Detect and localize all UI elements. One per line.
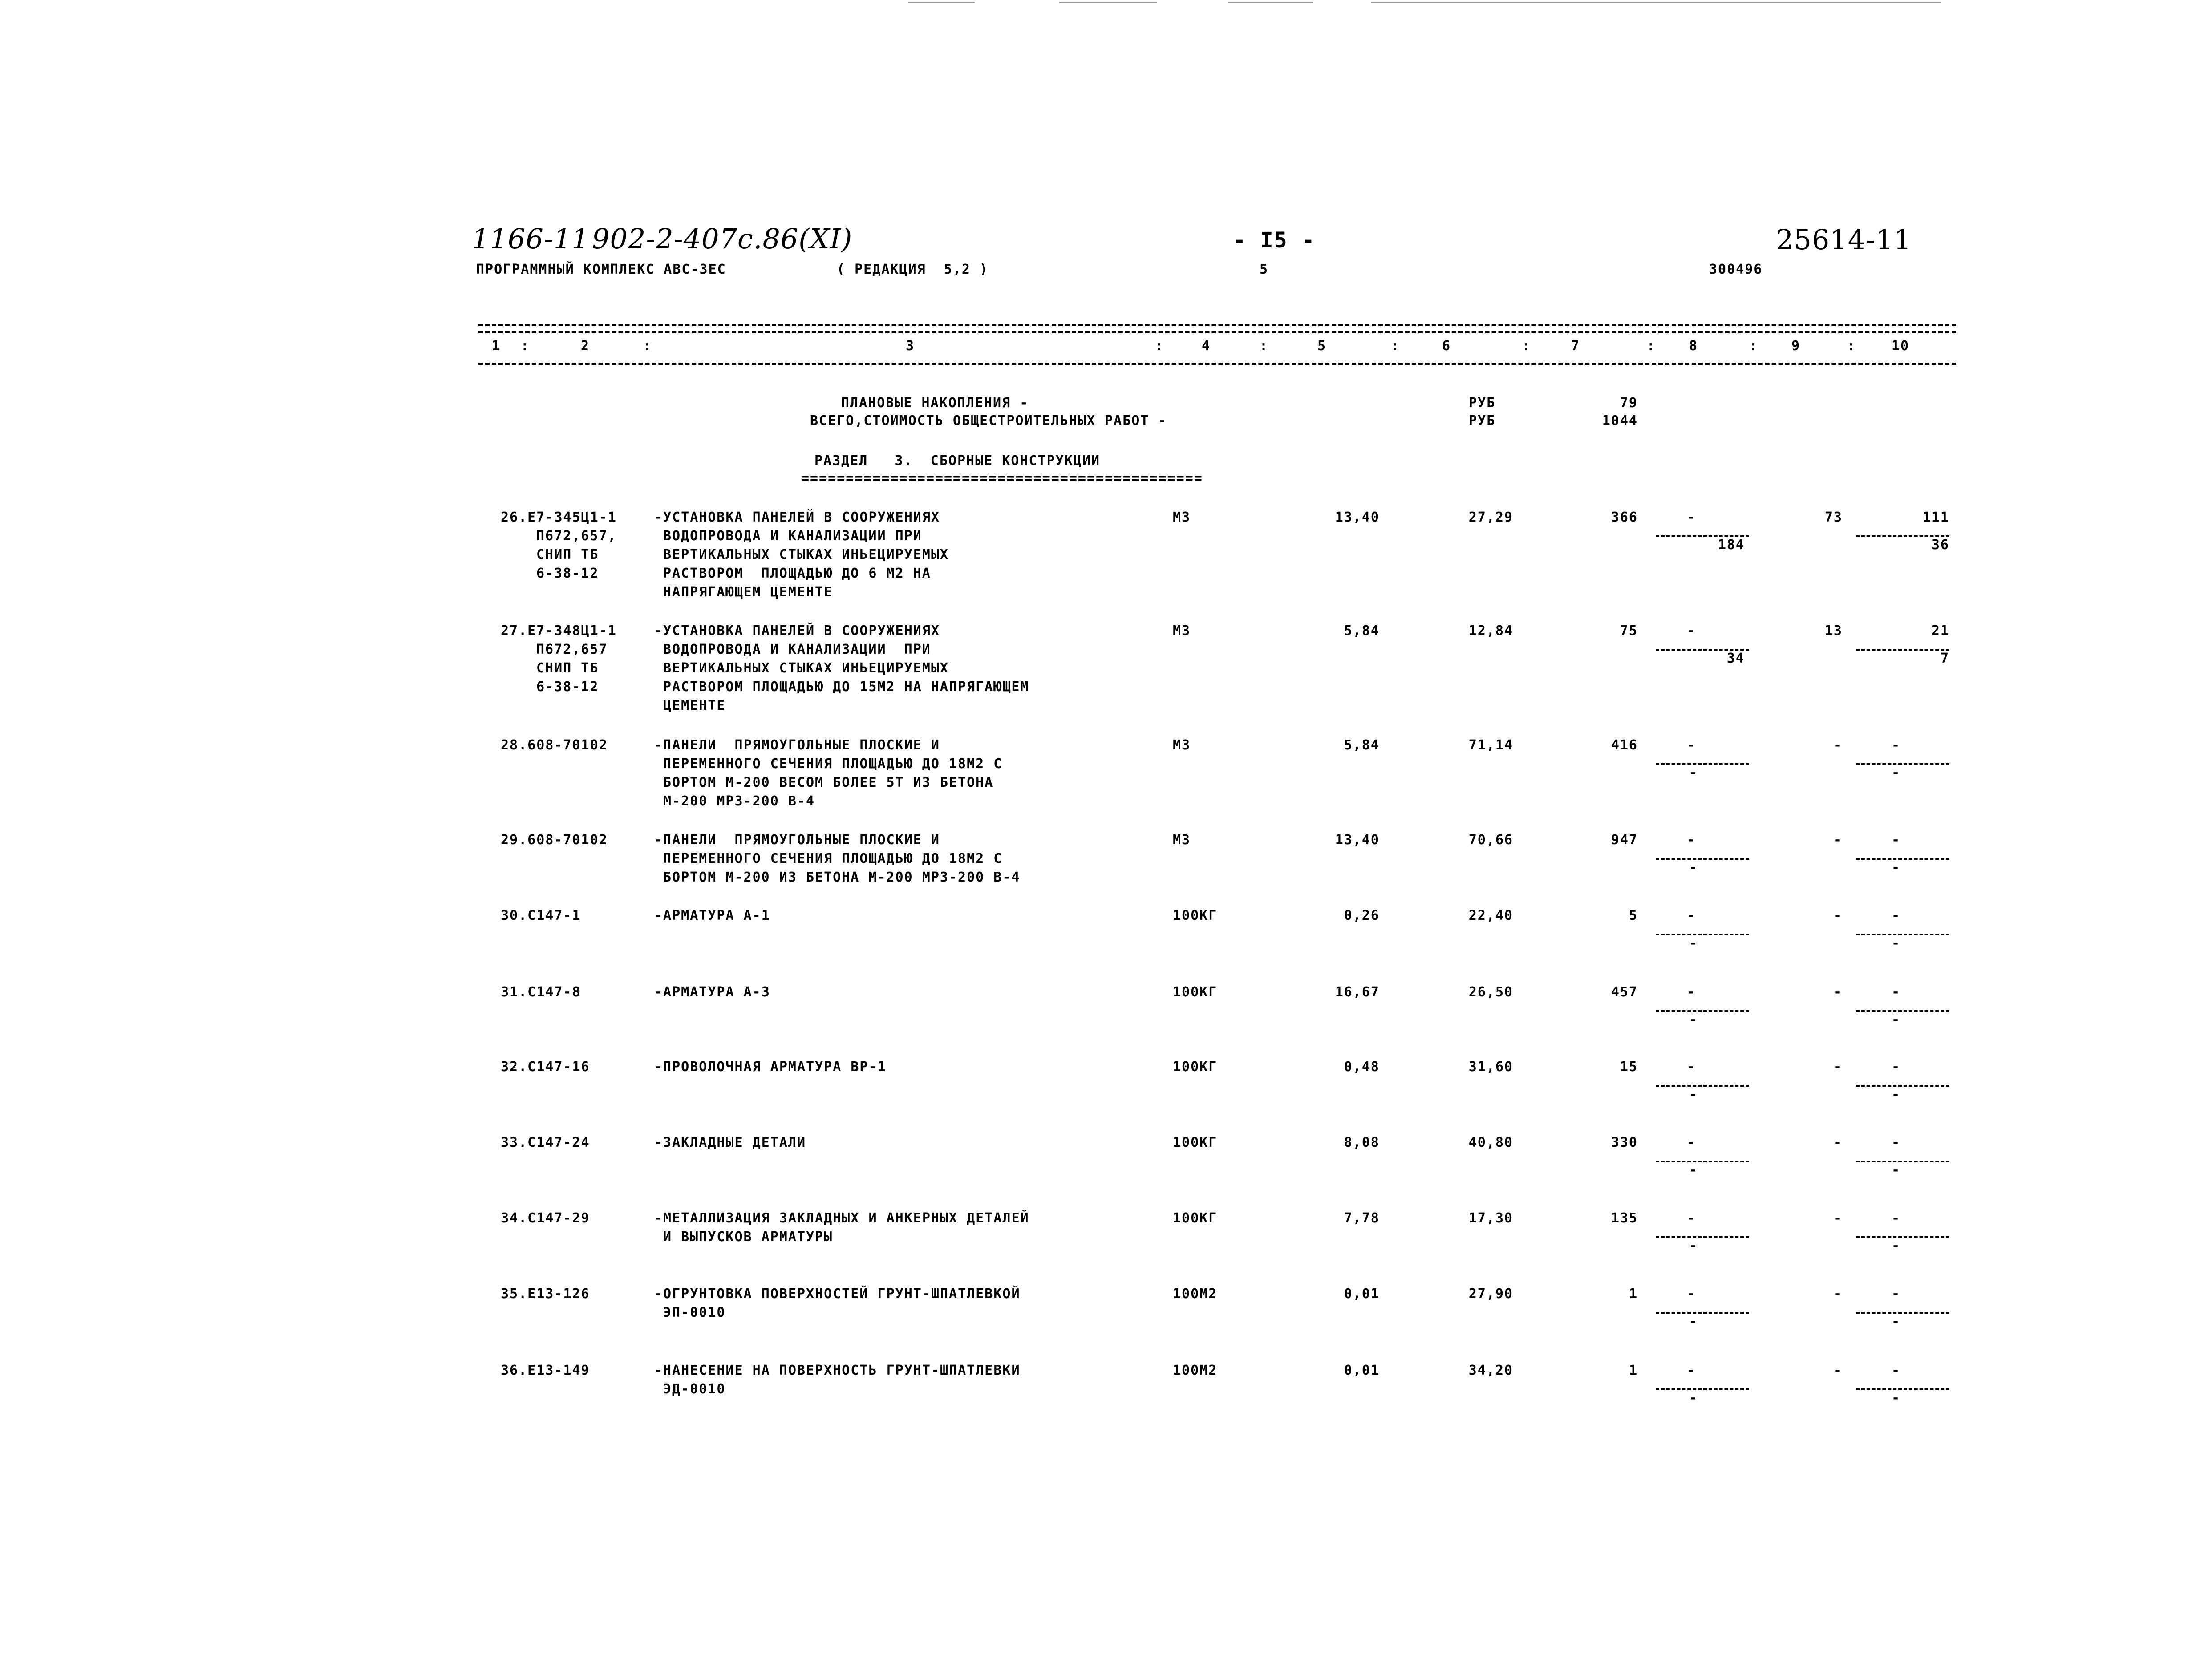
- row-col9: -: [1833, 1363, 1843, 1378]
- row-col8-top: -: [1687, 1286, 1696, 1302]
- row-code: 29.608-70102: [501, 832, 608, 848]
- row-col8-top: -: [1687, 1210, 1696, 1226]
- row-col8-top: -: [1687, 1059, 1696, 1075]
- row-unit: М3: [1173, 832, 1191, 848]
- row-unit: 100КГ: [1173, 1135, 1218, 1150]
- handwritten-sheet-number: 25614-11: [1776, 223, 1912, 256]
- handwritten-doc-number: 1166-11: [472, 223, 590, 255]
- row-col10-bottom: -: [1891, 1314, 1900, 1329]
- scan-mark: [908, 2, 975, 3]
- row-quantity: 0,01: [1344, 1286, 1380, 1302]
- row-code: 31.С147-8: [501, 984, 581, 1000]
- column-separator: :: [1647, 338, 1656, 354]
- row-col10-top: -: [1891, 1363, 1900, 1378]
- row-col10-bottom: -: [1891, 1238, 1900, 1254]
- row-col10-bottom: -: [1891, 1012, 1900, 1028]
- row-unit-price: 12,84: [1468, 623, 1513, 639]
- column-separator: :: [521, 338, 530, 354]
- column-number: 8: [1689, 338, 1698, 354]
- row-quantity: 13,40: [1335, 832, 1380, 848]
- row-col8-bottom: -: [1689, 1087, 1698, 1102]
- column-separator: :: [643, 338, 652, 354]
- page-number: - I5 -: [1233, 228, 1316, 253]
- row-total-cost: 1: [1629, 1363, 1638, 1378]
- row-quantity: 0,01: [1344, 1363, 1380, 1378]
- row-description: ВЕРТИКАЛЬНЫХ СТЫКАХ ИНЬЕЦИРУЕМЫХ: [663, 660, 949, 676]
- row-col8-bottom: -: [1689, 1012, 1698, 1028]
- row-description: М-200 МРЗ-200 В-4: [663, 793, 815, 809]
- row-col10-top: -: [1891, 1286, 1900, 1302]
- summary-unit: РУБ: [1469, 395, 1496, 411]
- row-col10-bottom: -: [1891, 1390, 1900, 1406]
- row-col10-top: -: [1891, 1059, 1900, 1075]
- row-quantity: 8,08: [1344, 1135, 1380, 1150]
- row-unit-price: 70,66: [1468, 832, 1513, 848]
- row-col8-bottom: -: [1689, 935, 1698, 951]
- row-col10-top: -: [1891, 984, 1900, 1000]
- row-col8-top: -: [1687, 1135, 1696, 1150]
- row-col10-bottom: 7: [1940, 651, 1949, 666]
- row-col10-bottom: -: [1891, 1087, 1900, 1102]
- row-col9: 73: [1824, 510, 1843, 525]
- row-code: 28.608-70102: [501, 737, 608, 753]
- row-col10-bottom: -: [1891, 935, 1900, 951]
- row-description: -ЗАКЛАДНЫЕ ДЕТАЛИ: [654, 1135, 806, 1150]
- row-col9: -: [1833, 1210, 1843, 1226]
- row-col10-top: 21: [1931, 623, 1949, 639]
- row-unit: М3: [1173, 510, 1191, 525]
- row-col8-top: -: [1687, 1363, 1696, 1378]
- row-unit: 100М2: [1173, 1286, 1218, 1302]
- row-unit-price: 27,90: [1468, 1286, 1513, 1302]
- column-separator: :: [1749, 338, 1758, 354]
- section-title: РАЗДЕЛ 3. СБОРНЫЕ КОНСТРУКЦИИ: [814, 453, 1100, 469]
- row-col8-top: -: [1687, 908, 1696, 923]
- row-total-cost: 5: [1629, 908, 1638, 923]
- scan-mark: [1059, 2, 1157, 3]
- row-col8-bottom: 34: [1726, 651, 1745, 666]
- column-separator: :: [1391, 338, 1400, 354]
- row-col9: -: [1833, 908, 1843, 923]
- row-quantity: 5,84: [1344, 623, 1380, 639]
- column-number: 10: [1892, 338, 1910, 354]
- row-code: 35.Е13-126: [501, 1286, 590, 1302]
- row-col9: -: [1833, 832, 1843, 848]
- row-reference: П672,657,: [536, 528, 617, 544]
- sub-number: 5: [1260, 262, 1269, 277]
- row-unit-price: 34,20: [1468, 1363, 1513, 1378]
- row-description: -ПАНЕЛИ ПРЯМОУГОЛЬНЫЕ ПЛОСКИЕ И: [654, 832, 940, 848]
- row-col10-bottom: 36: [1931, 537, 1949, 553]
- edition-label: ( РЕДАКЦИЯ 5,2 ): [837, 262, 989, 277]
- summary-label: ПЛАНОВЫЕ НАКОПЛЕНИЯ -: [841, 395, 1029, 411]
- column-number: 4: [1202, 338, 1211, 354]
- document-code: 300496: [1709, 262, 1763, 277]
- row-total-cost: 135: [1611, 1210, 1638, 1226]
- row-unit-price: 17,30: [1468, 1210, 1513, 1226]
- row-total-cost: 75: [1620, 623, 1638, 639]
- table-top-rule: [478, 324, 1956, 326]
- row-unit-price: 31,60: [1468, 1059, 1513, 1075]
- row-col9: 13: [1824, 623, 1843, 639]
- scan-mark: [1228, 2, 1313, 3]
- row-total-cost: 1: [1629, 1286, 1638, 1302]
- row-code: 26.Е7-345Ц1-1: [501, 510, 617, 525]
- row-col8-bottom: -: [1689, 765, 1698, 781]
- column-separator: :: [1260, 338, 1269, 354]
- column-number: 6: [1442, 338, 1451, 354]
- row-quantity: 5,84: [1344, 737, 1380, 753]
- row-description: И ВЫПУСКОВ АРМАТУРЫ: [663, 1229, 833, 1245]
- row-description: -ОГРУНТОВКА ПОВЕРХНОСТЕЙ ГРУНТ-ШПАТЛЕВКОЙ: [654, 1286, 1021, 1302]
- row-total-cost: 15: [1620, 1059, 1638, 1075]
- column-number: 1: [492, 338, 501, 354]
- row-description: ЦЕМЕНТЕ: [663, 698, 726, 713]
- column-separator: :: [1522, 338, 1531, 354]
- row-reference: СНИП ТБ: [536, 660, 599, 676]
- row-col8-bottom: -: [1689, 860, 1698, 875]
- row-description: ЭД-0010: [663, 1381, 726, 1397]
- handwritten-project-code: 902-2-407с.86(XI): [592, 223, 853, 255]
- row-col8-top: -: [1687, 832, 1696, 848]
- row-description: -ПАНЕЛИ ПРЯМОУГОЛЬНЫЕ ПЛОСКИЕ И: [654, 737, 940, 753]
- row-quantity: 0,48: [1344, 1059, 1380, 1075]
- column-separator: :: [1155, 338, 1164, 354]
- row-description: ПЕРЕМЕННОГО СЕЧЕНИЯ ПЛОЩАДЬЮ ДО 18М2 С: [663, 851, 1003, 866]
- row-description: РАСТВОРОМ ПЛОЩАДЬЮ ДО 6 М2 НА: [663, 566, 931, 581]
- row-total-cost: 457: [1611, 984, 1638, 1000]
- row-col10-top: -: [1891, 832, 1900, 848]
- row-unit: 100М2: [1173, 1363, 1218, 1378]
- row-code: 32.С147-16: [501, 1059, 590, 1075]
- row-col8-top: -: [1687, 623, 1696, 639]
- row-description: -УСТАНОВКА ПАНЕЛЕЙ В СООРУЖЕНИЯХ: [654, 510, 940, 525]
- row-description: ПЕРЕМЕННОГО СЕЧЕНИЯ ПЛОЩАДЬЮ ДО 18М2 С: [663, 756, 1003, 772]
- row-unit-price: 71,14: [1468, 737, 1513, 753]
- row-col10-top: -: [1891, 908, 1900, 923]
- summary-unit: РУБ: [1469, 413, 1496, 429]
- row-col10-top: 111: [1922, 510, 1949, 525]
- row-col10-top: -: [1891, 737, 1900, 753]
- row-unit: 100КГ: [1173, 908, 1218, 923]
- row-col8-bottom: -: [1689, 1314, 1698, 1329]
- row-total-cost: 416: [1611, 737, 1638, 753]
- row-col10-top: -: [1891, 1135, 1900, 1150]
- row-code: 27.Е7-348Ц1-1: [501, 623, 617, 639]
- row-description: -ПРОВОЛОЧНАЯ АРМАТУРА ВР-1: [654, 1059, 887, 1075]
- column-number: 5: [1317, 338, 1327, 354]
- row-col10-bottom: -: [1891, 765, 1900, 781]
- row-col10-top: -: [1891, 1210, 1900, 1226]
- row-description: ВОДОПРОВОДА И КАНАЛИЗАЦИИ ПРИ: [663, 528, 922, 544]
- row-description: ВОДОПРОВОДА И КАНАЛИЗАЦИИ ПРИ: [663, 642, 931, 657]
- row-description: -АРМАТУРА А-3: [654, 984, 770, 1000]
- row-description: ВЕРТИКАЛЬНЫХ СТЫКАХ ИНЬЕЦИРУЕМЫХ: [663, 547, 949, 562]
- program-title: ПРОГРАММНЫЙ КОМПЛЕКС АВС-ЗЕС: [476, 262, 726, 277]
- row-quantity: 16,67: [1335, 984, 1380, 1000]
- row-reference: 6-38-12: [536, 679, 599, 695]
- row-description: -АРМАТУРА А-1: [654, 908, 770, 923]
- row-unit: 100КГ: [1173, 1210, 1218, 1226]
- column-number: 3: [906, 338, 915, 354]
- row-code: 30.С147-1: [501, 908, 581, 923]
- row-description: ЭП-0010: [663, 1305, 726, 1320]
- row-code: 34.С147-29: [501, 1210, 590, 1226]
- summary-value: 1044: [1602, 413, 1638, 429]
- row-description: БОРТОМ М-200 ВЕСОМ БОЛЕЕ 5Т ИЗ БЕТОНА: [663, 775, 994, 790]
- row-col8-top: -: [1687, 510, 1696, 525]
- column-number: 9: [1791, 338, 1801, 354]
- row-col9: -: [1833, 1286, 1843, 1302]
- summary-label: ВСЕГО,СТОИМОСТЬ ОБЩЕСТРОИТЕЛЬНЫХ РАБОТ -: [810, 413, 1167, 429]
- row-quantity: 0,26: [1344, 908, 1380, 923]
- column-separator: :: [1847, 338, 1856, 354]
- row-total-cost: 330: [1611, 1135, 1638, 1150]
- row-description: -МЕТАЛЛИЗАЦИЯ ЗАКЛАДНЫХ И АНКЕРНЫХ ДЕТАЛЕЙ: [654, 1210, 1029, 1226]
- row-unit-price: 26,50: [1468, 984, 1513, 1000]
- row-col10-bottom: -: [1891, 1162, 1900, 1178]
- row-unit-price: 27,29: [1468, 510, 1513, 525]
- row-col9: -: [1833, 1059, 1843, 1075]
- row-unit: 100КГ: [1173, 1059, 1218, 1075]
- row-col8-top: -: [1687, 984, 1696, 1000]
- column-number: 2: [581, 338, 590, 354]
- row-quantity: 13,40: [1335, 510, 1380, 525]
- row-unit: М3: [1173, 737, 1191, 753]
- row-col8-bottom: -: [1689, 1162, 1698, 1178]
- row-description: БОРТОМ М-200 ИЗ БЕТОНА М-200 МРЗ-200 В-4: [663, 870, 1021, 885]
- row-total-cost: 947: [1611, 832, 1638, 848]
- row-col9: -: [1833, 984, 1843, 1000]
- section-underline: =============================================: [801, 471, 1203, 486]
- row-reference: СНИП ТБ: [536, 547, 599, 562]
- row-quantity: 7,78: [1344, 1210, 1380, 1226]
- summary-value: 79: [1620, 395, 1638, 411]
- table-top-rule-2: [478, 331, 1956, 333]
- scan-mark: [1371, 2, 1941, 3]
- row-col8-bottom: 184: [1718, 537, 1745, 553]
- row-col8-top: -: [1687, 737, 1696, 753]
- row-unit: 100КГ: [1173, 984, 1218, 1000]
- row-description: РАСТВОРОМ ПЛОЩАДЬЮ ДО 15М2 НА НАПРЯГАЮЩЕМ: [663, 679, 1029, 695]
- row-unit-price: 40,80: [1468, 1135, 1513, 1150]
- column-number: 7: [1571, 338, 1580, 354]
- row-description: НАПРЯГАЮЩЕМ ЦЕМЕНТЕ: [663, 584, 833, 600]
- header-bottom-rule: [478, 363, 1956, 365]
- row-col8-bottom: -: [1689, 1238, 1698, 1254]
- row-code: 33.С147-24: [501, 1135, 590, 1150]
- row-reference: 6-38-12: [536, 566, 599, 581]
- row-unit-price: 22,40: [1468, 908, 1513, 923]
- row-col10-bottom: -: [1891, 860, 1900, 875]
- row-col9: -: [1833, 1135, 1843, 1150]
- row-description: -УСТАНОВКА ПАНЕЛЕЙ В СООРУЖЕНИЯХ: [654, 623, 940, 639]
- row-reference: П672,657: [536, 642, 608, 657]
- row-col9: -: [1833, 737, 1843, 753]
- row-total-cost: 366: [1611, 510, 1638, 525]
- row-description: -НАНЕСЕНИЕ НА ПОВЕРХНОСТЬ ГРУНТ-ШПАТЛЕВКИ: [654, 1363, 1021, 1378]
- row-unit: М3: [1173, 623, 1191, 639]
- row-code: 36.Е13-149: [501, 1363, 590, 1378]
- row-col8-bottom: -: [1689, 1390, 1698, 1406]
